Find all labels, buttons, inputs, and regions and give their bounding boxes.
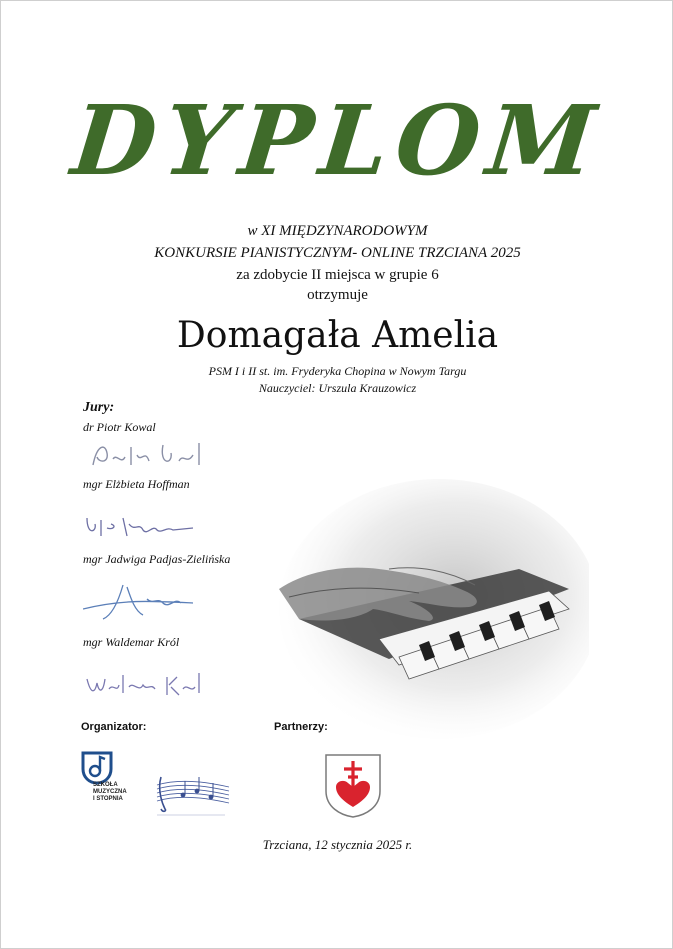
receives-text: otrzymuje [307, 287, 368, 303]
signature-image [83, 579, 213, 621]
recipient-name: Domagała Amelia [176, 315, 499, 356]
award-line: za zdobycie II miejsca w grupie 6 [236, 267, 439, 283]
signature-image [83, 435, 213, 477]
music-logo [153, 771, 231, 819]
jury-label: Jury: [83, 400, 115, 415]
jury-member-name: dr Piotr Kowal [83, 420, 156, 434]
school-name: PSM I i II st. im. Fryderyka Chopina w Nowym Targu [208, 364, 467, 378]
jury-member-name: mgr Elżbieta Hoffman [83, 477, 190, 491]
jury-member-name: mgr Waldemar Król [83, 635, 180, 649]
school-logo-text: SZKOŁA MUZYCZNA I STOPNIA [93, 782, 127, 802]
piano-illustration [269, 469, 589, 749]
teacher-name: Nauczyciel: Urszula Krauzowicz [258, 381, 417, 395]
contest-line-2: KONKURSIE PIANISTYCZNYM- ONLINE TRZCIANA 2025 [154, 245, 521, 261]
jury-member-name: mgr Jadwiga Padjas-Zielińska [83, 552, 231, 566]
town-crest-logo [324, 753, 382, 819]
signature-image [83, 506, 213, 548]
diploma-title: DYPLOM [66, 84, 609, 197]
contest-line-1: w XI MIĘDZYNARODOWYM [247, 223, 428, 239]
organizer-label: Organizator: [81, 721, 147, 733]
partners-label: Partnerzy: [274, 721, 328, 733]
place-and-date: Trzciana, 12 stycznia 2025 r. [262, 837, 413, 852]
signature-image [83, 663, 213, 705]
